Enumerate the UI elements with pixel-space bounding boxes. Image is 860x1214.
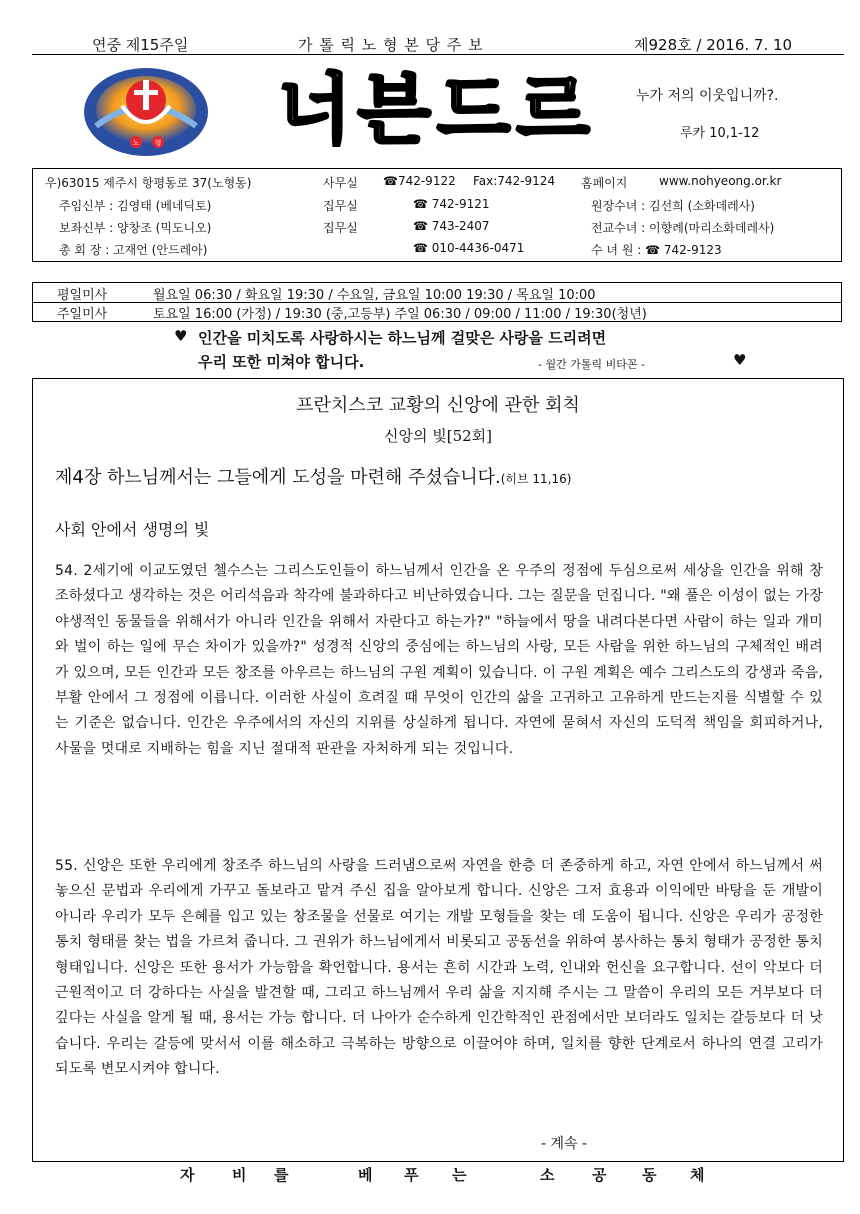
convent-phone: 수 녀 원 : ☎ 742-9123 <box>591 243 722 257</box>
parish-logo <box>82 66 210 158</box>
chapter-reference: (히브 11,16) <box>500 472 572 486</box>
header-divider <box>32 54 844 55</box>
paragraph-55: 55. 신앙은 또한 우리에게 창조주 하느님의 사랑을 드러냄으로써 자연을 한층 더 존중하게 하고, 자연 안에서 하느님께서 써 놓으신 문법과 우리에게 가꾸고 돌보라고 맡겨 주신 집을 알아보게 합니다. 신앙은 그저 효용과 이익에만 바탕을 둔 개발이 아니라 우리가 모두 은혜를 입고 있는 창조물을 선물로 여기는 개발 모형들을 찾는 데 도움이 됩니다. 신앙은 우리가 공정한 통치 형태를 찾는 법을 가르쳐 줍니다. 그 권위가 하느님에게서 비롯되고 공동선을 위하여 봉사하는 통치 형태가 공정한 통치 형태입니다. 신앙은 또한 용서가 가능함을 확언합니다. 용서는 흔히 시간과 노력, 인내와 헌신을 요구합니다. 선이 악보다 더 근원적이고 더 강하다는 사실을 발견할 때, 그리고 하느님께서 우리 삶을 지지해 주시는 그 말씀이 우리의 모든 거부보다 더 깊다는 사실을 알게 될 때, 용서는 가능 합니다. 더 나아가 순수하게 인간학적인 관점에서만 보더라도 일치는 갈등보다 더 낫습니다. 우리는 갈등에 맞서서 이를 해소하고 극복하는 방향으로 이끌어야 하며, 일치를 향한 단계로서 하나의 연결 고리가 되도록 변모시켜야 합니다. <box>55 858 823 1078</box>
weekday-mass-row <box>33 283 841 303</box>
footer-word: 비 <box>232 1166 247 1184</box>
issue-info: 제928호 / 2016. 7. 10 <box>634 36 793 54</box>
footer-word: 푸 <box>404 1166 419 1184</box>
council-chairman-name: 총 회 장 : 고재언 (안드레아) <box>59 243 208 257</box>
chairman-phone: ☎ 010-4436-0471 <box>413 241 525 255</box>
pastor-phone: ☎ 742-9121 <box>413 197 490 211</box>
svg-text:노: 노 <box>132 139 140 147</box>
sunday-mass-times: 토요일 16:00 (가정) / 19:30 (중,고등부) 주일 06:30 / 09:00 / 11:00 / 19:30(청년) <box>153 307 647 322</box>
section-heading: 사회 안에서 생명의 빛 <box>55 520 210 539</box>
bulletin-header <box>0 12 860 54</box>
parish-logo-icon <box>82 66 210 158</box>
heart-right-icon: ♥ <box>733 351 747 369</box>
article-subtitle: 신앙의 빛[52회] <box>383 427 492 445</box>
footer-word: 소 <box>540 1166 555 1184</box>
office-fax: Fax:742-9124 <box>473 174 556 188</box>
footer-word: 동 <box>642 1166 657 1184</box>
quote-source: - 월간 가톨릭 비타꼰 - <box>538 358 645 371</box>
homepage-label: 홈페이지 <box>581 176 628 190</box>
assistant-priest-name: 보좌신부 : 양창조 (믹도니오) <box>59 221 212 235</box>
weekday-mass-label: 평일미사 <box>57 288 108 303</box>
quote-line-1: 인간을 미치도록 사랑하시는 하느님께 걸맞은 사랑을 드리려면 <box>198 329 607 347</box>
office-phone: ☎742-9122 <box>383 174 456 188</box>
parish-address: 우)63015 제주시 항평동로 37(노형동) <box>45 176 252 190</box>
paragraph-54: 54. 2세기에 이교도였던 첼수스는 그리스도인들이 하느님께서 인간을 온 우주의 정점에 두심으로써 세상을 인간을 위해 창조하셨다고 생각하는 것은 어리석음과 착각에 불과하다고 비난하였습니다. 그는 질문을 던집니다. "왜 풀은 이성이 없는 가장 야생적인 동물들을 위해서가 아니라 인간을 위해서 자란다고 하는가?" "하늘에서 땅을 내려다본다면 사람이 하는 일과 개미와 벌이 하는 일에 무슨 차이가 있을까?" 성경적 신앙의 중심에는 하느님의 사랑, 모든 사람을 위한 하느님의 구체적인 배려가 있으며, 모든 인간과 모든 창조를 아우르는 하느님의 구원 계획이 있습니다. 이 구원 계획은 예수 그리스도의 강생과 죽음, 부활 안에서 그 정점에 이릅니다. 이러한 사실이 흐려질 때 무엇이 인간의 삶을 고귀하고 고유하게 만드는지를 식별할 수 있는 기준은 없습니다. 인간은 우주에서의 자신의 지위를 상실하게 됩니다. 자연에 묻혀서 자신의 도덕적 책임을 회피하거나, 사물을 멋대로 지배하는 힘을 지닌 절대적 판관을 자처하게 되는 것입니다. <box>55 563 823 757</box>
heart-left-icon: ♥ <box>174 327 188 345</box>
mission-sister-name: 전교수녀 : 이향례(마리소화데레사) <box>591 221 775 235</box>
gospel-reference: 루카 10,1-12 <box>680 126 760 141</box>
sunday-mass-row <box>33 302 841 321</box>
mass-schedule-box <box>32 282 842 322</box>
head-sister-name: 원장수녀 : 김선희 (소화데레사) <box>591 199 755 213</box>
quote-line-2: 우리 또한 미쳐야 합니다. <box>198 353 365 371</box>
chapter-heading <box>55 463 571 489</box>
office-label: 사무실 <box>323 176 358 190</box>
article-title: 프란치스코 교황의 신앙에 관한 회칙 <box>296 395 580 416</box>
homepage-link[interactable]: www.nohyeong.or.kr <box>659 174 782 188</box>
footer-word: 베 <box>358 1166 373 1184</box>
sunday-mass-label: 주일미사 <box>57 307 108 322</box>
assistant-phone: ☎ 743-2407 <box>413 219 490 233</box>
gospel-title: 누가 저의 이웃입니까?. <box>636 88 779 104</box>
footer-word: 체 <box>690 1166 705 1184</box>
footer-word: 를 <box>274 1166 289 1184</box>
footer-motto <box>0 1162 860 1192</box>
footer-word: 공 <box>592 1166 607 1184</box>
assistant-office-label: 집무실 <box>323 221 358 235</box>
bulletin-name: 가 톨 릭 노 형 본 당 주 보 <box>298 36 484 54</box>
continued-label: - 계속 - <box>541 1136 588 1152</box>
footer-word: 자 <box>180 1166 195 1184</box>
parish-info-box <box>32 168 842 262</box>
footer-word: 는 <box>452 1166 467 1184</box>
pastor-name: 주임신부 : 김영태 (베네딕토) <box>59 199 212 213</box>
week-label: 연중 제15주일 <box>92 36 189 54</box>
svg-text:형: 형 <box>154 139 162 147</box>
article-box <box>32 378 844 1162</box>
masthead-title: 너븐드르 <box>278 65 596 154</box>
chapter-title: 제4장 하느님께서는 그들에게 도성을 마련해 주셨습니다. <box>55 467 501 488</box>
weekday-mass-times: 월요일 06:30 / 화요일 19:30 / 수요일, 금요일 10:00 19:30 / 목요일 10:00 <box>153 288 596 303</box>
pastor-office-label: 집무실 <box>323 199 358 213</box>
